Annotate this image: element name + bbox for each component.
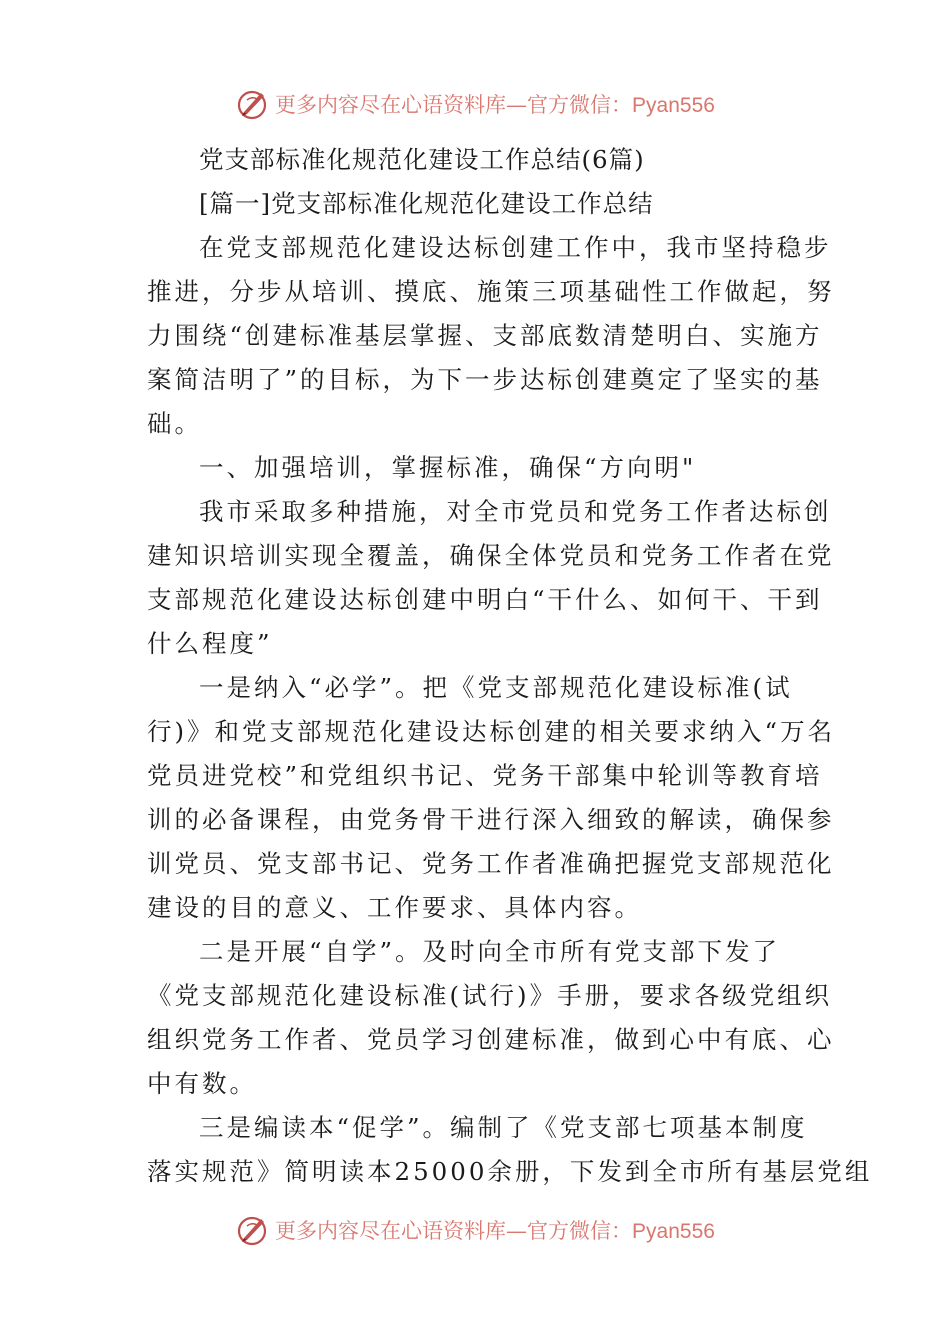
text-line: 二是开展“自学”。及时向全市所有党支部下发了 [199, 937, 781, 966]
text-line: 建知识培训实现全覆盖，确保全体党员和党务工作者在党 [147, 541, 835, 570]
text-line: 训的必备课程，由党务骨干进行深入细致的解读，确保参 [147, 805, 835, 834]
watermark-text: 更多内容尽在心语资料库—官方微信：Pyan556 [275, 1219, 715, 1243]
document-body [147, 138, 873, 1194]
text-line: 推进，分步从培训、摸底、施策三项基础性工作做起，努 [147, 277, 835, 306]
footer-watermark-banner [0, 1210, 950, 1250]
document-title-line: 党支部标准化规范化建设工作总结(6篇) [199, 145, 645, 174]
header-watermark-banner [0, 84, 950, 124]
text-line: 建设的目的意义、工作要求、具体内容。 [147, 893, 642, 922]
text-line: 力围绕“创建标准基层掌握、支部底数清楚明白、实施方 [147, 321, 823, 350]
pen-logo-icon [235, 86, 271, 122]
text-line: 在党支部规范化建设达标创建工作中，我市坚持稳步 [199, 233, 832, 262]
text-line: 案简洁明了”的目标，为下一步达标创建奠定了坚实的基 [147, 365, 823, 394]
text-line: 中有数。 [147, 1069, 257, 1098]
wechat-id: Pyan556 [632, 94, 715, 117]
text-line: 落实规范》简明读本25000余册，下发到全市所有基层党组 [147, 1157, 873, 1186]
text-line: 一是纳入“必学”。把《党支部规范化建设标准(试 [199, 673, 793, 702]
text-line: 我市采取多种措施，对全市党员和党务工作者达标创 [199, 497, 832, 526]
wechat-id: Pyan556 [632, 1220, 715, 1243]
text-line: 支部规范化建设达标创建中明白“干什么、如何干、干到 [147, 585, 823, 614]
pen-logo-icon [235, 1212, 271, 1248]
text-line: 行)》和党支部规范化建设达标创建的相关要求纳入“万名 [147, 717, 836, 746]
text-line: 三是编读本“促学”。编制了《党支部七项基本制度 [199, 1113, 808, 1142]
text-line: 组织党务工作者、党员学习创建标准，做到心中有底、心 [147, 1025, 835, 1054]
text-line: 《党支部规范化建设标准(试行)》手册，要求各级党组织 [147, 981, 833, 1010]
text-line: 党员进党校”和党组织书记、党务干部集中轮训等教育培 [147, 761, 823, 790]
text-line: 什么程度” [147, 629, 273, 658]
document-title-line: [篇一]党支部标准化规范化建设工作总结 [199, 189, 654, 218]
text-line: 础。 [147, 409, 202, 438]
text-line: 一、加强培训，掌握标准，确保“方向明" [199, 453, 697, 482]
watermark-text: 更多内容尽在心语资料库—官方微信：Pyan556 [275, 93, 715, 117]
text-line: 训党员、党支部书记、党务工作者准确把握党支部规范化 [147, 849, 835, 878]
